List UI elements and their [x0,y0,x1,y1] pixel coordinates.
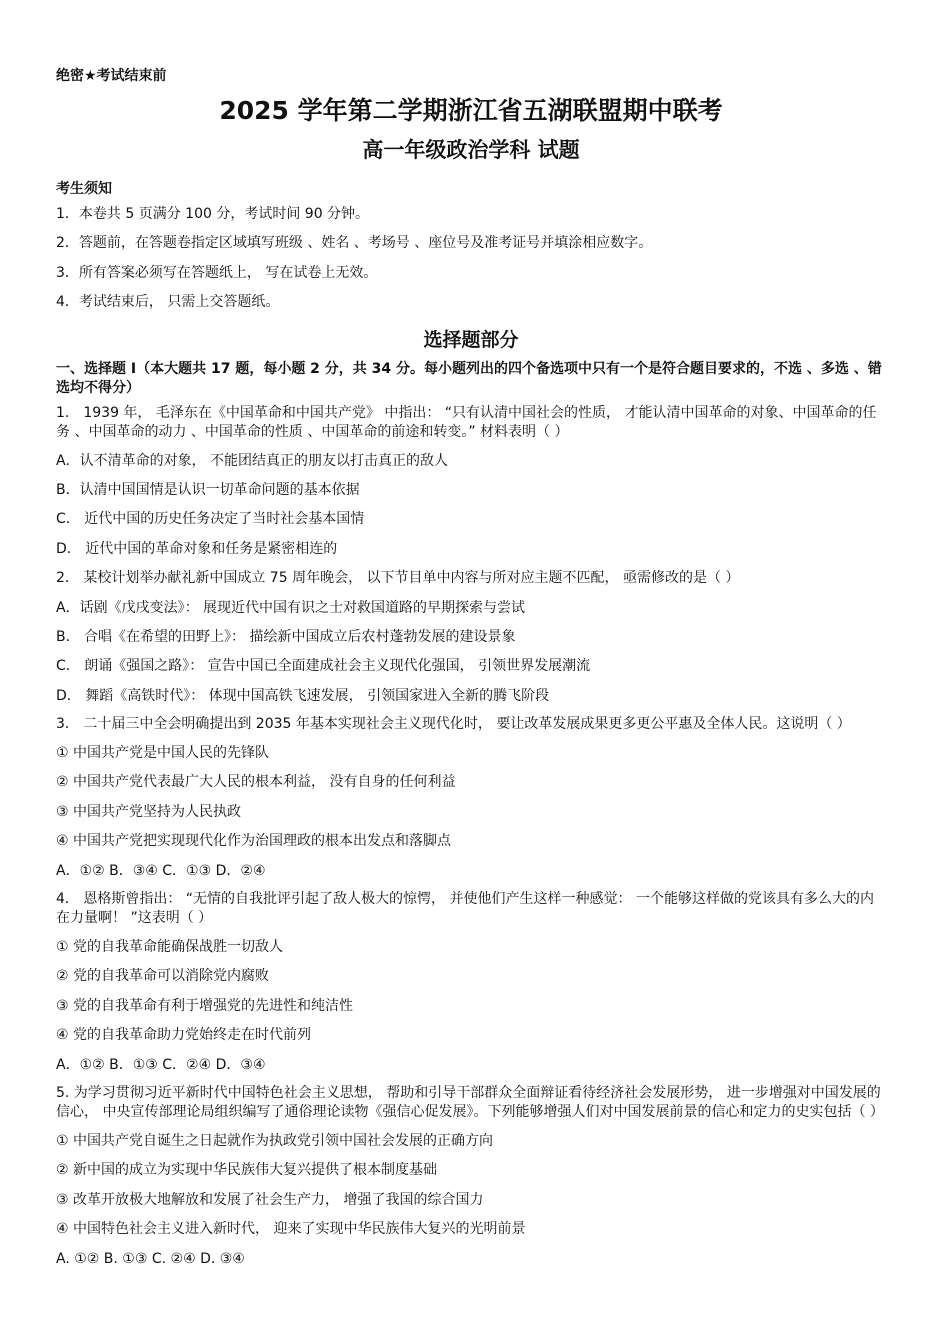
notice-item: 3．所有答案必须写在答题纸上， 写在试卷上无效。 [56,264,378,281]
question-option: C． 朗诵《强国之路》： 宣告中国已全面建成社会主义现代化强国， 引领世界发展潮流 [56,658,591,675]
question-option: ③ 中国共产党坚持为人民执政 [56,803,242,820]
notice-item: 4．考试结束后， 只需上交答题纸。 [56,294,280,311]
question-option: ② 党的自我革命可以消除党内腐败 [56,968,270,985]
question-option: ④ 中国特色社会主义进入新时代， 迎来了实现中华民族伟大复兴的光明前景 [56,1221,526,1238]
part-heading: 一、选择题 Ⅰ（本大题共 17 题，每小题 2 分，共 34 分。每小题列出的四个备选项中只有一个是符合题目要求的，不选 、多选 、错选均不得分） [56,360,882,396]
question-1 [56,404,886,565]
question-option: ④ 党的自我革命助力党始终走在时代前列 [56,1027,311,1044]
question-option: B． 合唱《在希望的田野上》： 描绘新中国成立后农村蓬勃发展的建设景象 [56,628,516,645]
answer-choices: A. ①② B. ①③ C. ②④ D. ③④ [56,1250,245,1267]
question-option: ④ 中国共产党把实现现代化作为治国理政的根本出发点和落脚点 [56,833,451,850]
question-3 [56,715,886,886]
exam-page [56,66,886,1274]
exam-subtitle: 高一年级政治学科 试题 [362,138,580,162]
question-option: ① 中国共产党自诞生之日起就作为执政党引领中国社会发展的正确方向 [56,1132,493,1149]
question-option: D． 近代中国的革命对象和任务是紧密相连的 [56,540,338,557]
question-option: ② 中国共产党代表最广大人民的根本利益， 没有自身的任何利益 [56,774,456,791]
question-stem: 5. 为学习贯彻习近平新时代中国特色社会主义思想， 帮助和引导干部群众全面辩证看待经济社会发展形势， 进一步增强对中国发展的信心， 中央宣传部理论局组织编写了通俗理论读物《强信心促发展》。下列能够增强人们对中国发展前景的信心和定力的史实包括（ ） [56,1084,884,1120]
question-option: ③ 党的自我革命有利于增强党的先进性和纯洁性 [56,997,353,1014]
question-stem: 1． 1939 年， 毛泽东在《中国革命和中国共产党》 中指出： “只有认清中国社会的性质， 才能认清中国革命的对象、中国革命的任务 、中国革命的动力 、中国革命的性质 、中国革命的前途和转变。” 材料表明（ ） [56,404,877,440]
question-option: A．认不清革命的对象， 不能团结真正的朋友以打击真正的敌人 [56,452,449,469]
question-2 [56,564,886,711]
question-option: B．认清中国国情是认识一切革命问题的基本依据 [56,481,360,498]
question-option: ③ 改革开放极大地解放和发展了社会生产力， 增强了我国的综合国力 [56,1191,484,1208]
question-option: ② 新中国的成立为实现中华民族伟大复兴提供了根本制度基础 [56,1162,437,1179]
question-option: A．话剧《戊戌变法》： 展现近代中国有识之士对救国道路的早期探索与尝试 [56,599,526,616]
question-stem: 2． 某校计划举办献礼新中国成立 75 周年晚会， 以下节目单中内容与所对应主题不匹配， 亟需修改的是（ ） [56,570,740,587]
answer-choices: A．①② B．③④ C．①③ D．②④ [56,862,266,879]
notice-item: 1．本卷共 5 页满分 100 分，考试时间 90 分钟。 [56,206,370,222]
question-option: ① 党的自我革命能确保战胜一切敌人 [56,939,284,956]
confidential-mark: 绝密★考试结束前 [56,68,167,84]
notice-heading: 考生须知 [56,181,112,197]
question-stem: 4． 恩格斯曾指出： “无情的自我批评引起了敌人极大的惊愕， 并使他们产生这样一种感觉： 一个能够这样做的党该具有多么大的内在力量啊！ ”这表明（ ） [56,891,874,927]
question-stem: 3． 二十届三中全会明确提出到 2035 年基本实现社会主义现代化时， 要让改革发展成果更多更公平惠及全体人民。这说明（ ） [56,716,851,733]
section-heading: 选择题部分 [423,328,519,351]
question-5 [56,1084,886,1274]
notice-item: 2．答题前，在答题卷指定区域填写班级 、姓名 、考场号 、座位号及准考证号并填涂相应数字。 [56,235,653,252]
question-option: D． 舞蹈《高铁时代》： 体现中国高铁飞速发展， 引领国家进入全新的腾飞阶段 [56,687,550,704]
exam-title: 2025 学年第二学期浙江省五湖联盟期中联考 [219,96,723,125]
question-4 [56,890,886,1080]
answer-choices: A．①② B．①③ C．②④ D．③④ [56,1056,266,1073]
question-option: C． 近代中国的历史任务决定了当时社会基本国情 [56,511,365,528]
question-option: ① 中国共产党是中国人民的先锋队 [56,745,270,762]
